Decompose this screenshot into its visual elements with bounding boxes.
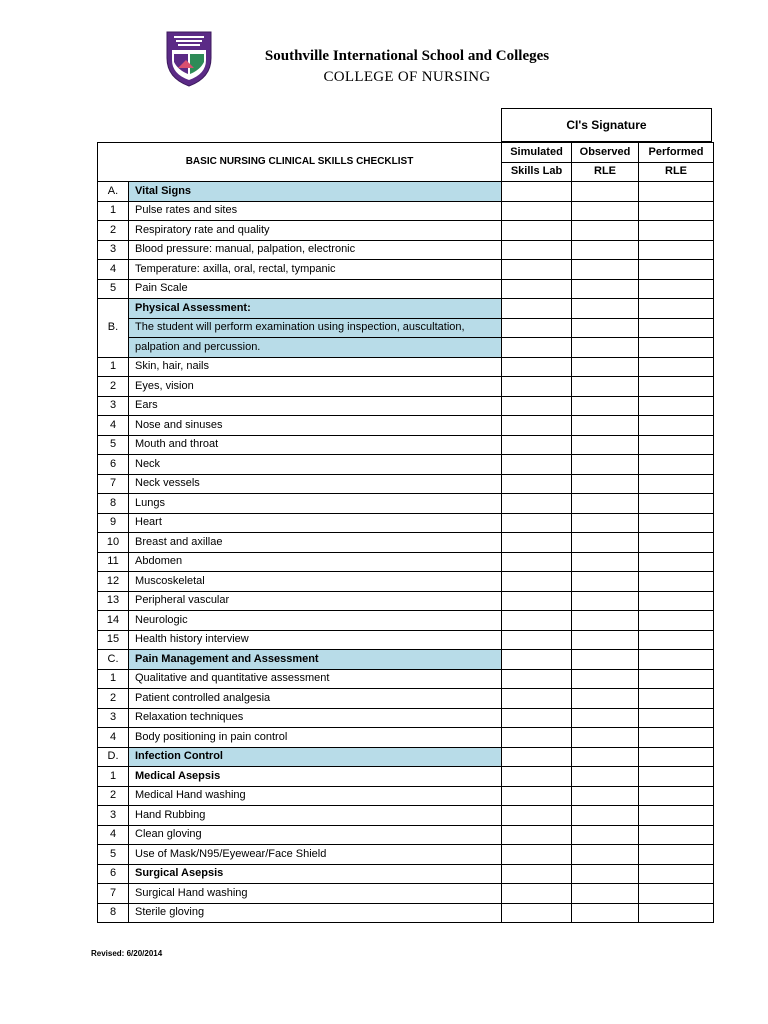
signature-cell-simulated[interactable] xyxy=(502,747,572,767)
table-row xyxy=(98,689,714,709)
row-number: 4 xyxy=(98,825,129,845)
signature-cell-simulated[interactable] xyxy=(502,884,572,904)
table-row xyxy=(98,864,714,884)
signature-cell-simulated[interactable] xyxy=(502,650,572,670)
table-row xyxy=(98,474,714,494)
signature-cell-performed[interactable] xyxy=(639,338,714,358)
signature-cell-observed[interactable] xyxy=(572,864,639,884)
row-number: A. xyxy=(98,182,129,202)
signature-cell-performed[interactable] xyxy=(639,318,714,338)
signature-cell-observed[interactable] xyxy=(572,474,639,494)
signature-cell-observed[interactable] xyxy=(572,903,639,923)
signature-cell-performed[interactable] xyxy=(639,435,714,455)
row-number: 3 xyxy=(98,240,129,260)
row-number: 1 xyxy=(98,767,129,787)
signature-cell-simulated[interactable] xyxy=(502,572,572,592)
section-row xyxy=(98,338,714,358)
section-label: Pain Management and Assessment xyxy=(129,650,502,670)
column-simulated-bottom: Skills Lab xyxy=(502,162,572,182)
row-number: C. xyxy=(98,650,129,670)
signature-cell-observed[interactable] xyxy=(572,728,639,748)
table-row xyxy=(98,708,714,728)
skill-label: Neurologic xyxy=(129,611,502,631)
column-performed-bottom: RLE xyxy=(639,162,714,182)
row-number: 3 xyxy=(98,806,129,826)
row-number: 10 xyxy=(98,533,129,553)
signature-cell-observed[interactable] xyxy=(572,669,639,689)
skill-label: Blood pressure: manual, palpation, electronic xyxy=(129,240,502,260)
table-row xyxy=(98,416,714,436)
signature-cell-simulated[interactable] xyxy=(502,689,572,709)
table-row xyxy=(98,591,714,611)
signature-cell-observed[interactable] xyxy=(572,513,639,533)
signature-cell-simulated[interactable] xyxy=(502,669,572,689)
table-row xyxy=(98,572,714,592)
signature-cell-observed[interactable] xyxy=(572,630,639,650)
row-number: 2 xyxy=(98,689,129,709)
signature-cell-observed[interactable] xyxy=(572,708,639,728)
signature-cell-observed[interactable] xyxy=(572,767,639,787)
signature-cell-performed[interactable] xyxy=(639,825,714,845)
signature-cell-simulated[interactable] xyxy=(502,513,572,533)
section-label: Physical Assessment: xyxy=(129,299,502,319)
signature-cell-performed[interactable] xyxy=(639,903,714,923)
skill-label: Hand Rubbing xyxy=(129,806,502,826)
section-label: The student will perform examination using inspection, auscultation, xyxy=(129,318,502,338)
signature-cell-simulated[interactable] xyxy=(502,845,572,865)
row-number: 2 xyxy=(98,377,129,397)
table-row xyxy=(98,533,714,553)
signature-cell-performed[interactable] xyxy=(639,552,714,572)
signature-cell-performed[interactable] xyxy=(639,728,714,748)
signature-cell-simulated[interactable] xyxy=(502,728,572,748)
signature-cell-performed[interactable] xyxy=(639,806,714,826)
signature-cell-observed[interactable] xyxy=(572,182,639,202)
skill-label: Relaxation techniques xyxy=(129,708,502,728)
signature-cell-performed[interactable] xyxy=(639,279,714,299)
signature-cell-simulated[interactable] xyxy=(502,767,572,787)
signature-cell-simulated[interactable] xyxy=(502,396,572,416)
signature-cell-performed[interactable] xyxy=(639,669,714,689)
signature-cell-performed[interactable] xyxy=(639,240,714,260)
signature-cell-simulated[interactable] xyxy=(502,533,572,553)
skill-label: Heart xyxy=(129,513,502,533)
table-row xyxy=(98,201,714,221)
signature-cell-performed[interactable] xyxy=(639,455,714,475)
signature-cell-performed[interactable] xyxy=(639,708,714,728)
signature-cell-observed[interactable] xyxy=(572,884,639,904)
row-number: 4 xyxy=(98,416,129,436)
table-row xyxy=(98,903,714,923)
signature-cell-simulated[interactable] xyxy=(502,299,572,319)
table-row xyxy=(98,845,714,865)
signature-cell-performed[interactable] xyxy=(639,747,714,767)
signature-cell-performed[interactable] xyxy=(639,201,714,221)
signature-cell-observed[interactable] xyxy=(572,611,639,631)
row-number: 5 xyxy=(98,279,129,299)
row-number: 5 xyxy=(98,435,129,455)
section-label: Infection Control xyxy=(129,747,502,767)
table-row xyxy=(98,260,714,280)
skills-checklist-table xyxy=(97,142,714,923)
signature-cell-performed[interactable] xyxy=(639,884,714,904)
row-number: 1 xyxy=(98,201,129,221)
signature-cell-simulated[interactable] xyxy=(502,279,572,299)
signature-cell-observed[interactable] xyxy=(572,552,639,572)
row-number: 13 xyxy=(98,591,129,611)
row-number: 2 xyxy=(98,221,129,241)
signature-cell-simulated[interactable] xyxy=(502,494,572,514)
row-number: 7 xyxy=(98,474,129,494)
signature-cell-performed[interactable] xyxy=(639,377,714,397)
signature-cell-simulated[interactable] xyxy=(502,903,572,923)
row-number: 4 xyxy=(98,728,129,748)
table-row xyxy=(98,786,714,806)
row-number: 3 xyxy=(98,396,129,416)
signature-cell-observed[interactable] xyxy=(572,533,639,553)
signature-cell-performed[interactable] xyxy=(639,572,714,592)
skill-label: Patient controlled analgesia xyxy=(129,689,502,709)
column-performed-top: Performed xyxy=(639,143,714,163)
signature-cell-simulated[interactable] xyxy=(502,201,572,221)
signature-cell-performed[interactable] xyxy=(639,630,714,650)
signature-cell-observed[interactable] xyxy=(572,786,639,806)
table-row xyxy=(98,396,714,416)
skill-label: Pain Scale xyxy=(129,279,502,299)
skill-label: Nose and sinuses xyxy=(129,416,502,436)
table-row xyxy=(98,279,714,299)
table-row xyxy=(98,884,714,904)
row-number: 9 xyxy=(98,513,129,533)
row-number: 7 xyxy=(98,884,129,904)
skill-label: Surgical Asepsis xyxy=(129,864,502,884)
signature-cell-performed[interactable] xyxy=(639,221,714,241)
skill-label: Abdomen xyxy=(129,552,502,572)
signature-cell-simulated[interactable] xyxy=(502,240,572,260)
skill-label: Neck vessels xyxy=(129,474,502,494)
table-row xyxy=(98,377,714,397)
signature-cell-simulated[interactable] xyxy=(502,416,572,436)
signature-cell-observed[interactable] xyxy=(572,747,639,767)
signature-cell-observed[interactable] xyxy=(572,494,639,514)
skill-label: Medical Hand washing xyxy=(129,786,502,806)
skill-label: Mouth and throat xyxy=(129,435,502,455)
table-row xyxy=(98,728,714,748)
row-number: 12 xyxy=(98,572,129,592)
skill-label: Clean gloving xyxy=(129,825,502,845)
signature-cell-simulated[interactable] xyxy=(502,708,572,728)
signature-cell-simulated[interactable] xyxy=(502,806,572,826)
section-row xyxy=(98,747,714,767)
signature-cell-observed[interactable] xyxy=(572,416,639,436)
skill-label: Neck xyxy=(129,455,502,475)
skill-label: Qualitative and quantitative assessment xyxy=(129,669,502,689)
skill-label: Sterile gloving xyxy=(129,903,502,923)
signature-cell-performed[interactable] xyxy=(639,299,714,319)
skill-label: Peripheral vascular xyxy=(129,591,502,611)
signature-cell-performed[interactable] xyxy=(639,357,714,377)
signature-cell-simulated[interactable] xyxy=(502,435,572,455)
column-simulated-top: Simulated xyxy=(502,143,572,163)
section-row xyxy=(98,182,714,202)
section-row xyxy=(98,299,714,319)
signature-cell-performed[interactable] xyxy=(639,786,714,806)
revised-date: Revised: 6/20/2014 xyxy=(91,949,163,958)
table-row xyxy=(98,806,714,826)
row-number: 4 xyxy=(98,260,129,280)
signature-cell-simulated[interactable] xyxy=(502,338,572,358)
row-number: B. xyxy=(98,299,129,358)
signature-cell-performed[interactable] xyxy=(639,533,714,553)
table-row xyxy=(98,513,714,533)
skill-label: Lungs xyxy=(129,494,502,514)
signature-cell-observed[interactable] xyxy=(572,650,639,670)
signature-cell-simulated[interactable] xyxy=(502,591,572,611)
signature-cell-simulated[interactable] xyxy=(502,182,572,202)
column-observed-bottom: RLE xyxy=(572,162,639,182)
row-number: 8 xyxy=(98,903,129,923)
signature-cell-observed[interactable] xyxy=(572,455,639,475)
signature-cell-performed[interactable] xyxy=(639,611,714,631)
signature-cell-simulated[interactable] xyxy=(502,825,572,845)
table-row xyxy=(98,455,714,475)
signature-cell-observed[interactable] xyxy=(572,689,639,709)
row-number: 2 xyxy=(98,786,129,806)
signature-cell-observed[interactable] xyxy=(572,338,639,358)
table-row xyxy=(98,221,714,241)
skill-label: Medical Asepsis xyxy=(129,767,502,787)
section-label: Vital Signs xyxy=(129,182,502,202)
row-number: 1 xyxy=(98,357,129,377)
signature-cell-simulated[interactable] xyxy=(502,630,572,650)
signature-cell-performed[interactable] xyxy=(639,767,714,787)
table-row xyxy=(98,494,714,514)
table-row xyxy=(98,825,714,845)
signature-cell-observed[interactable] xyxy=(572,377,639,397)
skill-label: Respiratory rate and quality xyxy=(129,221,502,241)
header-row-1 xyxy=(98,143,714,163)
signature-cell-performed[interactable] xyxy=(639,864,714,884)
skill-label: Pulse rates and sites xyxy=(129,201,502,221)
skill-label: Body positioning in pain control xyxy=(129,728,502,748)
skill-label: Muscoskeletal xyxy=(129,572,502,592)
signature-cell-simulated[interactable] xyxy=(502,318,572,338)
signature-cell-performed[interactable] xyxy=(639,474,714,494)
table-row xyxy=(98,767,714,787)
row-number: D. xyxy=(98,747,129,767)
checklist-title: BASIC NURSING CLINICAL SKILLS CHECKLIST xyxy=(98,143,502,182)
signature-cell-simulated[interactable] xyxy=(502,552,572,572)
signature-cell-observed[interactable] xyxy=(572,591,639,611)
row-number: 6 xyxy=(98,455,129,475)
row-number: 1 xyxy=(98,669,129,689)
signature-cell-simulated[interactable] xyxy=(502,474,572,494)
row-number: 3 xyxy=(98,708,129,728)
signature-cell-observed[interactable] xyxy=(572,221,639,241)
table-row xyxy=(98,240,714,260)
signature-cell-simulated[interactable] xyxy=(502,260,572,280)
signature-cell-simulated[interactable] xyxy=(502,786,572,806)
skill-label: Temperature: axilla, oral, rectal, tympanic xyxy=(129,260,502,280)
signature-cell-observed[interactable] xyxy=(572,806,639,826)
signature-cell-simulated[interactable] xyxy=(502,864,572,884)
signature-cell-observed[interactable] xyxy=(572,396,639,416)
table-row xyxy=(98,435,714,455)
signature-cell-observed[interactable] xyxy=(572,260,639,280)
skill-label: Eyes, vision xyxy=(129,377,502,397)
signature-cell-performed[interactable] xyxy=(639,845,714,865)
signature-cell-performed[interactable] xyxy=(639,260,714,280)
section-row xyxy=(98,318,714,338)
signature-cell-simulated[interactable] xyxy=(502,455,572,475)
skill-label: Health history interview xyxy=(129,630,502,650)
school-name: Southville International School and Colleges xyxy=(264,48,550,64)
signature-cell-observed[interactable] xyxy=(572,299,639,319)
signature-cell-observed[interactable] xyxy=(572,825,639,845)
signature-cell-performed[interactable] xyxy=(639,513,714,533)
section-label: palpation and percussion. xyxy=(129,338,502,358)
table-row xyxy=(98,611,714,631)
table-row xyxy=(98,669,714,689)
signature-cell-observed[interactable] xyxy=(572,572,639,592)
row-number: 8 xyxy=(98,494,129,514)
signature-cell-simulated[interactable] xyxy=(502,221,572,241)
ci-signature-header: CI's Signature xyxy=(501,108,712,142)
section-row xyxy=(98,650,714,670)
signature-cell-performed[interactable] xyxy=(639,689,714,709)
signature-cell-performed[interactable] xyxy=(639,182,714,202)
table-row xyxy=(98,552,714,572)
table-row xyxy=(98,630,714,650)
signature-cell-observed[interactable] xyxy=(572,357,639,377)
signature-cell-simulated[interactable] xyxy=(502,357,572,377)
signature-cell-observed[interactable] xyxy=(572,279,639,299)
row-number: 5 xyxy=(98,845,129,865)
signature-cell-simulated[interactable] xyxy=(502,611,572,631)
college-name: COLLEGE OF NURSING xyxy=(323,69,491,85)
table-row xyxy=(98,357,714,377)
signature-cell-performed[interactable] xyxy=(639,494,714,514)
skill-label: Ears xyxy=(129,396,502,416)
signature-cell-observed[interactable] xyxy=(572,435,639,455)
skill-label: Skin, hair, nails xyxy=(129,357,502,377)
signature-cell-performed[interactable] xyxy=(639,416,714,436)
signature-cell-observed[interactable] xyxy=(572,318,639,338)
row-number: 15 xyxy=(98,630,129,650)
skill-label: Surgical Hand washing xyxy=(129,884,502,904)
signature-cell-observed[interactable] xyxy=(572,845,639,865)
signature-cell-observed[interactable] xyxy=(572,240,639,260)
skill-label: Breast and axillae xyxy=(129,533,502,553)
row-number: 11 xyxy=(98,552,129,572)
skill-label: Use of Mask/N95/Eyewear/Face Shield xyxy=(129,845,502,865)
signature-cell-performed[interactable] xyxy=(639,591,714,611)
row-number: 14 xyxy=(98,611,129,631)
signature-cell-performed[interactable] xyxy=(639,396,714,416)
signature-cell-observed[interactable] xyxy=(572,201,639,221)
signature-cell-simulated[interactable] xyxy=(502,377,572,397)
row-number: 6 xyxy=(98,864,129,884)
column-observed-top: Observed xyxy=(572,143,639,163)
signature-cell-performed[interactable] xyxy=(639,650,714,670)
